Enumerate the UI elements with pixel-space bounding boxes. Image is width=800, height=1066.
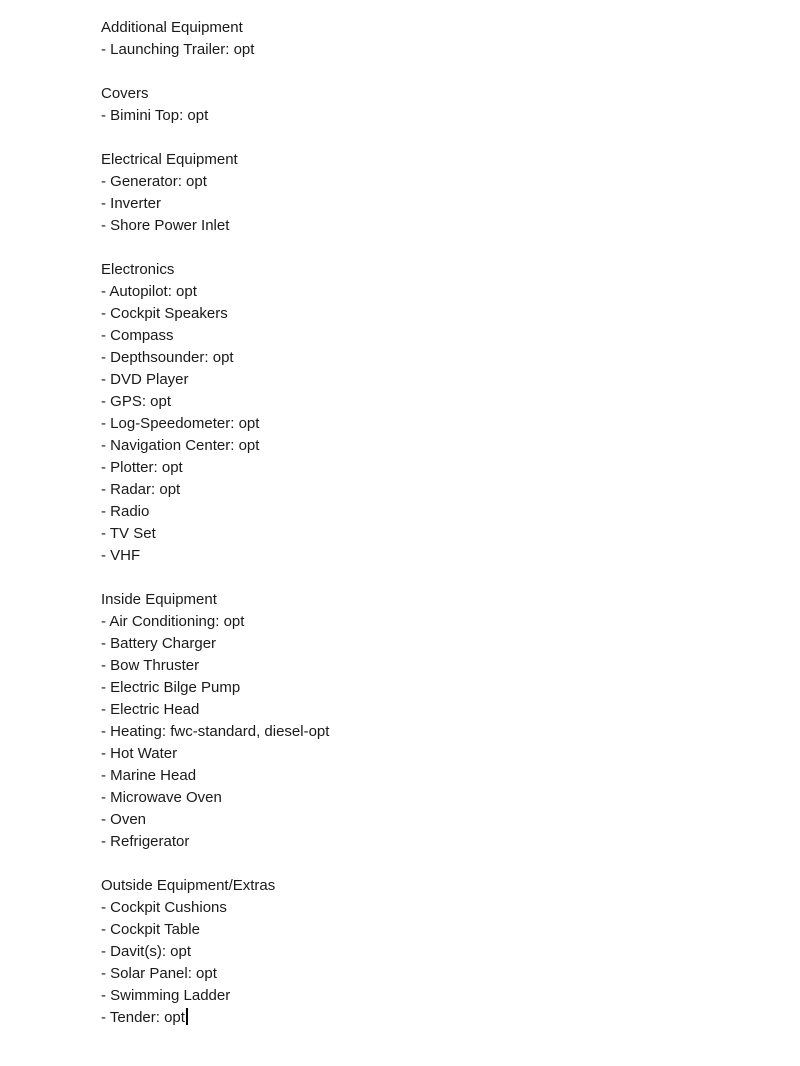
equipment-section bbox=[101, 875, 760, 1029]
equipment-line[interactable] bbox=[101, 897, 760, 919]
equipment-line[interactable] bbox=[101, 919, 760, 941]
equipment-line-text: - Depthsounder: opt bbox=[101, 349, 234, 366]
section-title[interactable]: Electrical Equipment bbox=[101, 151, 238, 168]
equipment-line-text: - Log-Speedometer: opt bbox=[101, 415, 260, 432]
equipment-line-text: - Air Conditioning: opt bbox=[101, 613, 245, 630]
equipment-line[interactable] bbox=[101, 787, 760, 809]
text-cursor bbox=[186, 1008, 188, 1025]
equipment-line-text: - Oven bbox=[101, 811, 147, 828]
equipment-line-text: - Bow Thruster bbox=[101, 657, 200, 674]
equipment-line-text: - VHF bbox=[101, 547, 141, 564]
equipment-line-text: - Radar: opt bbox=[101, 481, 181, 498]
equipment-line[interactable] bbox=[101, 303, 760, 325]
section-title[interactable]: Additional Equipment bbox=[101, 19, 243, 36]
equipment-line-text: - Battery Charger bbox=[101, 635, 217, 652]
equipment-line-text: - DVD Player bbox=[101, 371, 189, 388]
equipment-line-text: - Swimming Ladder bbox=[101, 987, 231, 1004]
equipment-line-text: - TV Set bbox=[101, 525, 156, 542]
equipment-line[interactable] bbox=[101, 215, 760, 237]
equipment-line-text: - Marine Head bbox=[101, 767, 197, 784]
equipment-section bbox=[101, 17, 760, 61]
equipment-line-text: - Hot Water bbox=[101, 745, 178, 762]
equipment-line-text: - Cockpit Speakers bbox=[101, 305, 228, 322]
equipment-line-text: - Electric Head bbox=[101, 701, 200, 718]
document-text-area[interactable] bbox=[101, 17, 760, 1029]
equipment-section bbox=[101, 83, 760, 127]
equipment-line-text: - Microwave Oven bbox=[101, 789, 222, 806]
equipment-line-text: - Cockpit Cushions bbox=[101, 899, 227, 916]
equipment-line[interactable] bbox=[101, 193, 760, 215]
equipment-line-text: - Inverter bbox=[101, 195, 162, 212]
equipment-line[interactable] bbox=[101, 281, 760, 303]
equipment-line[interactable] bbox=[101, 1007, 760, 1029]
equipment-line-text: - Launching Trailer: opt bbox=[101, 41, 255, 58]
equipment-line[interactable] bbox=[101, 171, 760, 193]
equipment-line[interactable] bbox=[101, 765, 760, 787]
equipment-line[interactable] bbox=[101, 523, 760, 545]
equipment-section bbox=[101, 149, 760, 237]
equipment-line[interactable] bbox=[101, 809, 760, 831]
section-title[interactable]: Electronics bbox=[101, 261, 175, 278]
section-title[interactable]: Covers bbox=[101, 85, 149, 102]
equipment-line[interactable] bbox=[101, 347, 760, 369]
equipment-section bbox=[101, 259, 760, 567]
equipment-line-text: - Tender: opt bbox=[101, 1009, 185, 1026]
equipment-line-text: - Solar Panel: opt bbox=[101, 965, 217, 982]
equipment-line[interactable] bbox=[101, 369, 760, 391]
equipment-line[interactable] bbox=[101, 479, 760, 501]
equipment-line[interactable] bbox=[101, 39, 760, 61]
equipment-line-text: - Navigation Center: opt bbox=[101, 437, 260, 454]
equipment-line[interactable] bbox=[101, 677, 760, 699]
equipment-line[interactable] bbox=[101, 501, 760, 523]
equipment-line-text: - Plotter: opt bbox=[101, 459, 183, 476]
equipment-line-text: - Davit(s): opt bbox=[101, 943, 192, 960]
section-title[interactable]: Inside Equipment bbox=[101, 591, 217, 608]
equipment-line-text: - Electric Bilge Pump bbox=[101, 679, 241, 696]
equipment-line[interactable] bbox=[101, 985, 760, 1007]
equipment-line[interactable] bbox=[101, 105, 760, 127]
equipment-line-text: - Shore Power Inlet bbox=[101, 217, 230, 234]
equipment-line-text: - Generator: opt bbox=[101, 173, 207, 190]
equipment-line[interactable] bbox=[101, 545, 760, 567]
equipment-line[interactable] bbox=[101, 831, 760, 853]
equipment-line[interactable] bbox=[101, 611, 760, 633]
equipment-line[interactable] bbox=[101, 435, 760, 457]
equipment-line-text: - Bimini Top: opt bbox=[101, 107, 209, 124]
equipment-line-text: - Compass bbox=[101, 327, 174, 344]
equipment-line[interactable] bbox=[101, 413, 760, 435]
equipment-line[interactable] bbox=[101, 655, 760, 677]
equipment-line[interactable] bbox=[101, 325, 760, 347]
equipment-line[interactable] bbox=[101, 963, 760, 985]
equipment-line[interactable] bbox=[101, 391, 760, 413]
equipment-section bbox=[101, 589, 760, 853]
equipment-line-text: - Autopilot: opt bbox=[101, 283, 197, 300]
equipment-line-text: - Refrigerator bbox=[101, 833, 190, 850]
equipment-line[interactable] bbox=[101, 457, 760, 479]
section-title[interactable]: Outside Equipment/Extras bbox=[101, 877, 276, 894]
equipment-line[interactable] bbox=[101, 633, 760, 655]
equipment-line-text: - GPS: opt bbox=[101, 393, 172, 410]
equipment-line[interactable] bbox=[101, 743, 760, 765]
equipment-line-text: - Radio bbox=[101, 503, 150, 520]
equipment-line[interactable] bbox=[101, 721, 760, 743]
equipment-line-text: - Heating: fwc-standard, diesel-opt bbox=[101, 723, 330, 740]
equipment-line[interactable] bbox=[101, 699, 760, 721]
equipment-line-text: - Cockpit Table bbox=[101, 921, 200, 938]
equipment-line[interactable] bbox=[101, 941, 760, 963]
